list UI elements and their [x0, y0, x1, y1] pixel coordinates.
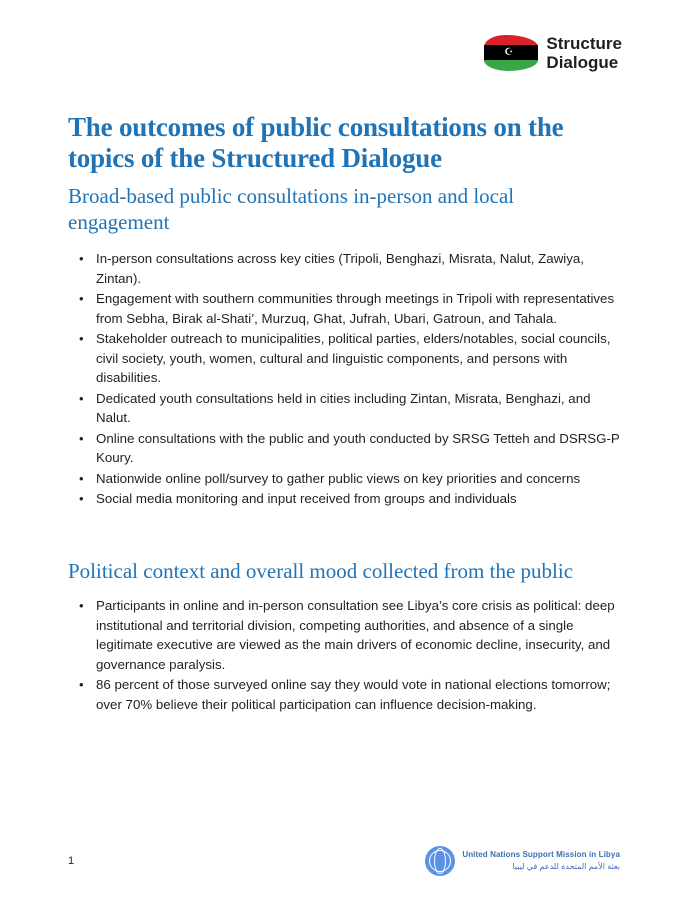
flag-green-band [484, 60, 538, 71]
political-context-bullet-list [68, 596, 622, 715]
crescent-star-icon: ☪ [504, 47, 514, 58]
unsmil-name [462, 849, 620, 873]
unsmil-footer-logo [425, 846, 620, 876]
unsmil-name-en: United Nations Support Mission in Libya [462, 850, 620, 859]
libya-flag-swoosh-icon [484, 35, 538, 71]
list-item: • Online consultations with the public and youth conducted by SRSG Tetteh and DSRSG-P Koury. [68, 429, 622, 468]
list-item: • Stakeholder outreach to municipalities, political parties, elders/notables, social councils, civil society, youth, women, cultural and linguistic components, and persons with disabilities. [68, 329, 622, 388]
list-item: • Engagement with southern communities through meetings in Tripoli with representatives from Sebha, Birak al-Shati’, Murzuq, Ghat, Jufrah, Ubari, Gatroun, and Tahala. [68, 289, 622, 328]
un-emblem-icon [425, 846, 455, 876]
list-item: • Participants in online and in-person consultation see Libya’s core crisis as political: deep institutional and territorial division, competing authorities, and absence of a single legitimate executive are viewed as the main drivers of economic decline, insecurity, and governance paralysis. [68, 596, 622, 674]
list-item: • In-person consultations across key cities (Tripoli, Benghazi, Misrata, Nalut, Zawiya, Zintan). [68, 249, 622, 288]
list-item: • 86 percent of those surveyed online say they would vote in national elections tomorrow; over 70% believe their political participation can influence decision-making. [68, 675, 622, 714]
page-number: 1 [68, 855, 75, 867]
page-title: The outcomes of public consultations on the topics of the Structured Dialogue [68, 112, 564, 173]
list-item: • Nationwide online poll/survey to gather public views on key priorities and concerns [68, 469, 622, 489]
brand-line-1: Structure [546, 34, 622, 53]
list-item: • Social media monitoring and input received from groups and individuals [68, 489, 622, 509]
structure-dialogue-logo [484, 34, 622, 72]
section-title: Political context and overall mood collected from the public [68, 559, 574, 583]
brand-wordmark [546, 34, 622, 72]
section-heading-consultations [68, 183, 588, 235]
section-title: Broad-based public consultations in-person and local engagement [68, 184, 515, 234]
list-item: • Dedicated youth consultations held in cities including Zintan, Misrata, Benghazi, and Nalut. [68, 389, 622, 428]
brand-line-2: Dialogue [546, 53, 619, 72]
consultations-bullet-list [68, 249, 622, 510]
unsmil-name-ar: بعثة الأمم المتحدة للدعم في ليبيا [512, 862, 620, 871]
section-heading-political-context [68, 558, 628, 584]
